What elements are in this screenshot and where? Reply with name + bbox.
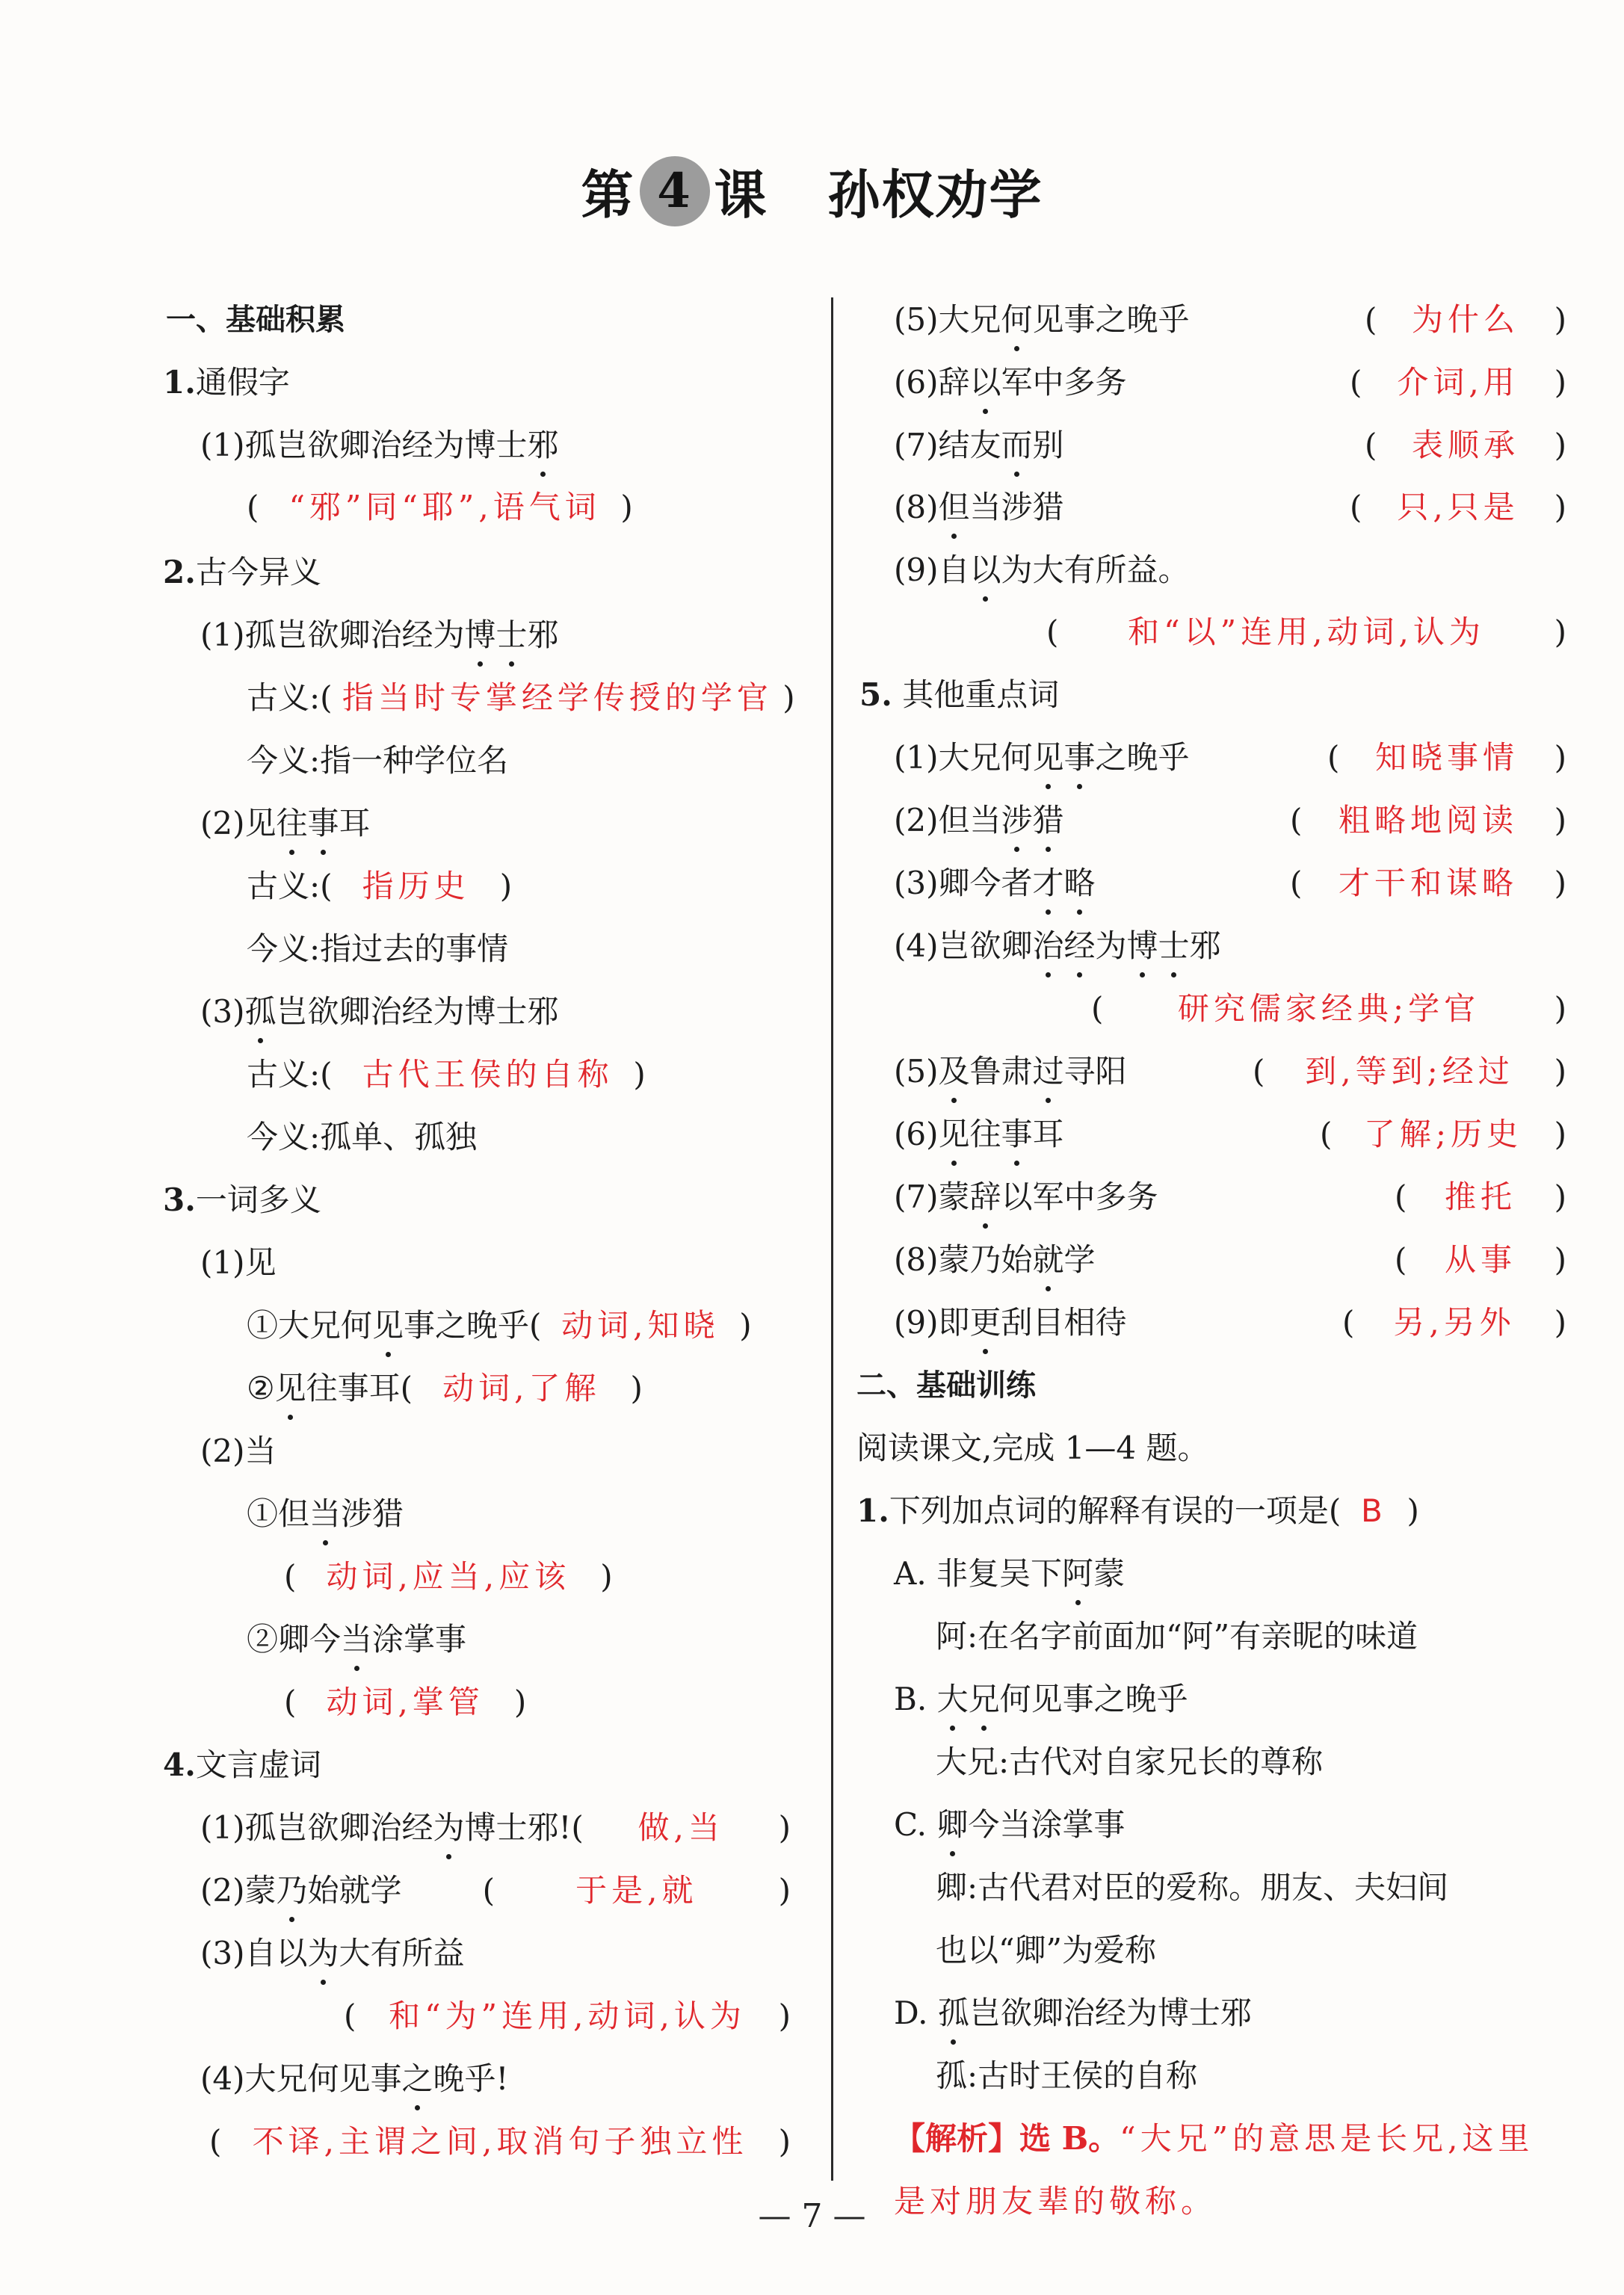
q3-word-2: (2)当: [200, 1433, 277, 1469]
q2-item-3: (3)孤岂欲卿治经为博士邪: [200, 985, 559, 1039]
q5-item-6: (6)见往事耳 ( 了解;历史 ): [894, 1108, 1566, 1161]
q2-item-3-ancient: 古义:( 古代王侯的自称 ): [247, 1056, 646, 1093]
page-number: — 7 —: [758, 2197, 866, 2235]
q5-item-7: (7)蒙辞以军中多务 ( 推托 ): [894, 1170, 1566, 1224]
q4-item-1: (1)孤岂欲卿治经为博士邪!( 做,当 ): [200, 1801, 791, 1855]
reading-instruction: 阅读课文,完成 1—4 题。: [856, 1430, 1209, 1466]
q3-word-1: (1)见: [200, 1244, 277, 1281]
section-basic-training: 二、基础训练: [856, 1368, 1036, 1403]
t1-option-c: C. 卿今当涂掌事: [894, 1798, 1125, 1852]
t1-option-a: A. 非复吴下阿蒙: [894, 1547, 1125, 1601]
q5-item-1: (1)大兄何见事之晚乎 ( 知晓事情 ): [894, 731, 1566, 785]
q5-item-4-answer: ( 研究儒家经典;学官 ): [1091, 990, 1566, 1027]
t1-analysis-line-1: 【解析】选 B。“大兄”的意思是长兄,这里: [894, 2120, 1534, 2157]
q4-item-3: (3)自以为大有所益: [200, 1927, 465, 1980]
q5-item-4: (4)岂欲卿治经为博士邪: [894, 919, 1221, 973]
t1-question: 1.下列加点词的解释有误的一项是( B ): [856, 1492, 1419, 1529]
t1-option-b-explain: 大兄:古代对自家兄长的尊称: [936, 1743, 1324, 1780]
q5-item-9: (9)即更刮目相待 ( 另,另外 ): [894, 1296, 1566, 1350]
q1-item-1: (1)孤岂欲卿治经为博士邪: [200, 418, 559, 472]
q4-item-3-answer: ( 和“为”连用,动词,认为 ): [344, 1998, 791, 2034]
q2-item-2-ancient: 古义:( 指历史 ): [247, 868, 513, 904]
q2-item-1-modern: 今义:指一种学位名: [247, 742, 509, 779]
q5-item-2: (2)但当涉猎 ( 粗略地阅读 ): [894, 794, 1566, 847]
q2-item-3-modern: 今义:孤单、孤独: [247, 1119, 478, 1155]
q4-item-9-answer: ( 和“以”连用,动词,认为 ): [1046, 614, 1566, 650]
t1-option-b: B. 大兄何见事之晚乎: [894, 1672, 1188, 1726]
q3-word-2-sense-a: ①但当涉猎: [247, 1487, 404, 1541]
t1-option-a-explain: 阿:在名字前面加“阿”有亲昵的味道: [936, 1618, 1418, 1655]
q3-heading: 3.一词多义: [163, 1182, 321, 1218]
section-basic-accumulation: 一、基础积累: [166, 303, 345, 337]
q5-heading: 5. 其他重点词: [859, 676, 1060, 713]
t1-option-c-explain-1: 卿:古代君对臣的爱称。朋友、夫妇间: [936, 1869, 1449, 1906]
q4-heading: 4.文言虚词: [163, 1746, 321, 1783]
t1-option-c-explain-2: 也以“卿”为爱称: [936, 1932, 1156, 1968]
q3-word-1-sense-b: ②见往事耳( 动词,了解 ): [247, 1362, 643, 1415]
t1-option-d-explain: 孤:古时王侯的自称: [936, 2057, 1198, 2094]
q1-heading: 1.通假字: [163, 364, 290, 401]
title-prefix: 第: [581, 164, 635, 226]
q4-item-7: (7)结友而别 ( 表顺承 ): [894, 418, 1566, 472]
column-divider: [831, 297, 833, 2181]
q3-word-1-sense-a: ①大兄何见事之晚乎( 动词,知晓 ): [247, 1299, 752, 1353]
q3-word-2-sense-b: ②卿今当涂掌事: [247, 1613, 466, 1667]
q2-heading: 2.古今异义: [163, 554, 321, 590]
lesson-title: [0, 153, 1624, 229]
q2-item-1-ancient: 古义:( 指当时专掌经学传授的学官 ): [247, 679, 795, 716]
q3-word-2-sense-a-answer: ( 动词,应当,应该 ): [284, 1558, 613, 1595]
q1-item-1-answer: ( “邪”同“耶”,语气词 ): [247, 489, 633, 525]
q4-item-6: (6)辞以军中多务 ( 介词,用 ): [894, 356, 1566, 410]
q5-item-5: (5)及鲁肃过寻阳 ( 到,等到;经过 ): [894, 1045, 1566, 1099]
q4-item-2: (2)蒙乃始就学 ( 于是,就 ): [200, 1864, 791, 1918]
t1-option-d: D. 孤岂欲卿治经为博士邪: [894, 1986, 1252, 2040]
q2-item-2-modern: 今义:指过去的事情: [247, 930, 509, 967]
q4-item-4: (4)大兄何见事之晚乎!: [200, 2052, 508, 2106]
q2-item-1: (1)孤岂欲卿治经为博士邪: [200, 608, 559, 662]
q4-item-9: (9)自以为大有所益。: [894, 543, 1190, 597]
q4-item-8: (8)但当涉猎 ( 只,只是 ): [894, 481, 1566, 534]
q5-item-3: (3)卿今者才略 ( 才干和谋略 ): [894, 856, 1566, 910]
t1-analysis-line-2: 是对朋友辈的敬称。: [894, 2183, 1217, 2220]
q4-item-5: (5)大兄何见事之晚乎 ( 为什么 ): [894, 293, 1566, 347]
q2-item-2: (2)见往事耳: [200, 797, 371, 850]
q4-item-4-answer: ( 不译,主谓之间,取消句子独立性 ): [209, 2123, 791, 2160]
lesson-number-badge: 4: [640, 156, 710, 226]
title-suffix: 课: [714, 164, 768, 226]
q5-item-8: (8)蒙乃始就学 ( 从事 ): [894, 1233, 1566, 1287]
q3-word-2-sense-b-answer: ( 动词,掌管 ): [284, 1684, 527, 1720]
lesson-name: 孙权劝学: [827, 164, 1043, 226]
